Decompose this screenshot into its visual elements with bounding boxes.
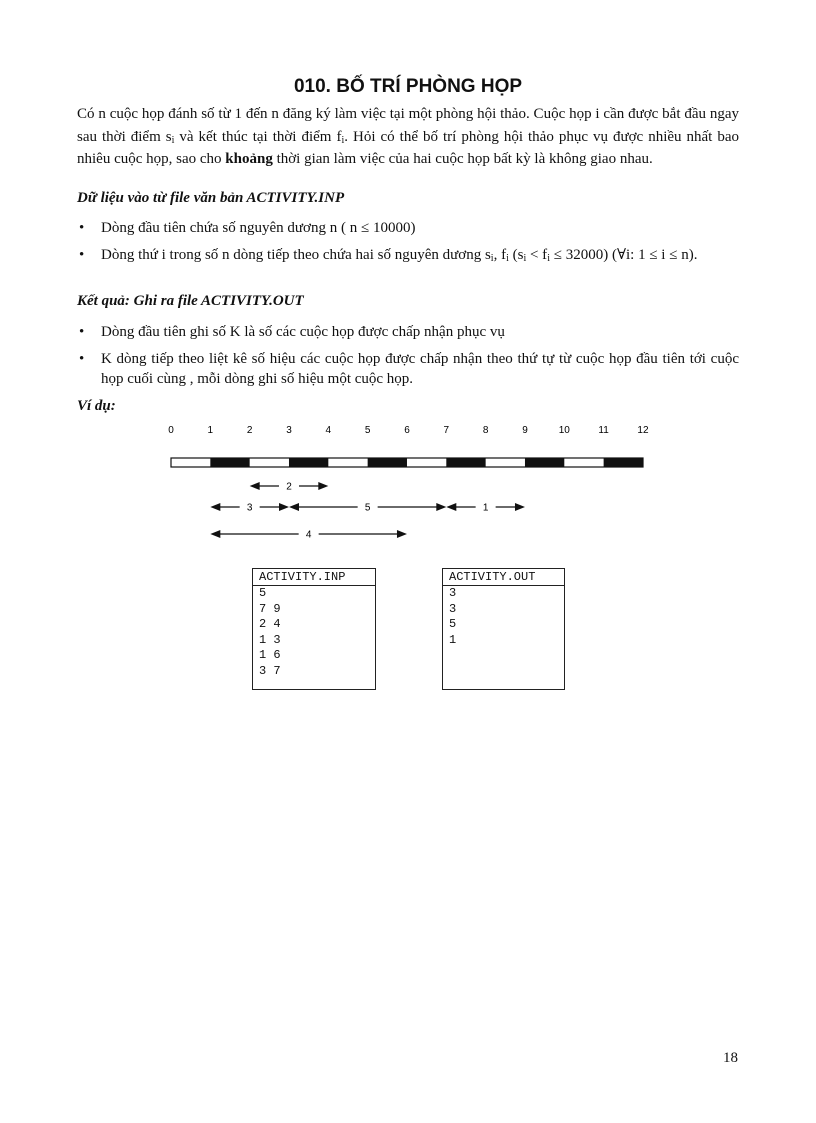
arrow-left-icon: [289, 503, 299, 511]
tick-label: 11: [598, 425, 609, 436]
file-line: 2 4: [259, 617, 281, 631]
arrow-right-icon: [515, 503, 525, 511]
output-item: • Dòng đầu tiên ghi số K là số các cuộc họp được chấp nhận phục vụ: [77, 322, 739, 342]
file-line: 5: [259, 586, 267, 600]
file-line: 3: [449, 586, 457, 600]
file-line: 5: [449, 617, 457, 631]
tick-label: 5: [364, 425, 371, 436]
tick-label: 10: [558, 425, 570, 436]
page-title: 010. BỐ TRÍ PHÒNG HỌP: [293, 76, 523, 97]
bold-word: khoảng: [225, 151, 273, 167]
item-text: ≤ 32000) (∀i: 1 ≤ i ≤ n).: [549, 247, 698, 263]
arrow-left-icon: [250, 482, 260, 490]
subscript: i: [171, 134, 175, 146]
interval-arrows: [210, 482, 525, 541]
output-heading: Kết quả: Ghi ra file ACTIVITY.OUT: [77, 293, 304, 309]
timeline-diagram: [0, 0, 816, 560]
subscript: i: [341, 134, 345, 146]
output-file-name: ACTIVITY.OUT: [443, 569, 564, 586]
input-heading: Dữ liệu vào từ file văn bản ACTIVITY.INP: [77, 190, 345, 206]
tick-label: 0: [168, 425, 174, 436]
statement-text: và kết thúc tại thời điểm f: [174, 128, 342, 145]
statement-text: Có n cuộc họp đánh số từ 1 đến n đăng ký làm việc tại một phòng hội thảo. Cuộc họp i cần được bắt đầu ngay sau thời điểm s: [77, 106, 739, 145]
output-item: • K dòng tiếp theo liệt kê số hiệu các cuộc họp được chấp nhận theo thứ tự từ cuộc họp đầu tiên tới cuộc họp cuối cùng , mỗi dòng ghi số hiệu một cuộc họp.: [77, 349, 739, 389]
file-line: 3 7: [259, 663, 281, 678]
timeline-segment-dark: [289, 458, 328, 467]
arrow-right-icon: [436, 503, 446, 511]
interval-3: [210, 503, 289, 514]
subscript: i: [523, 253, 527, 264]
page-number: 18: [723, 1050, 738, 1066]
arrow-right-icon: [318, 482, 328, 490]
item-text: < f: [526, 247, 548, 263]
input-item: • Dòng đầu tiên chứa số nguyên dương n ( n ≤ 10000): [77, 218, 739, 238]
timeline-segment-dark: [446, 458, 485, 467]
subscript: i: [490, 253, 494, 264]
example-heading: Ví dụ:: [77, 398, 116, 414]
statement-text: thời gian làm việc của hai cuộc họp bất kỳ là không giao nhau.: [272, 151, 653, 167]
timeline-segment-dark: [604, 458, 643, 467]
input-file-name: ACTIVITY.INP: [253, 569, 375, 586]
arrow-left-icon: [446, 503, 456, 511]
file-line: 1 6: [259, 648, 281, 662]
file-line: 3: [449, 601, 457, 616]
timeline-segment-dark: [368, 458, 407, 467]
interval-1: [446, 503, 525, 514]
arrow-left-icon: [210, 530, 220, 538]
interval-label: 4: [305, 529, 312, 541]
input-file-box: [252, 568, 376, 690]
arrow-left-icon: [210, 503, 220, 511]
interval-label: 5: [364, 502, 371, 514]
output-file-box: [442, 568, 565, 690]
subscript: i: [506, 253, 509, 264]
arrow-right-icon: [397, 530, 407, 538]
subscript: i: [547, 253, 550, 264]
output-file-lines: [443, 586, 564, 648]
tick-label: 4: [325, 425, 332, 436]
tick-label: 7: [443, 425, 450, 436]
timeline-segment-dark: [525, 458, 564, 467]
tick-label: 9: [522, 425, 528, 436]
item-text: Dòng thứ i trong số n dòng tiếp theo chứa hai số nguyên dương s: [101, 247, 491, 263]
item-text: , f: [493, 247, 507, 263]
interval-2: [250, 482, 329, 493]
interval-label: 3: [246, 502, 253, 514]
item-text: (s: [508, 247, 524, 263]
tick-label: 2: [246, 425, 253, 436]
interval-4: [210, 530, 407, 541]
arrow-right-icon: [279, 503, 289, 511]
file-line: 1 3: [259, 632, 281, 647]
tick-label: 1: [207, 425, 214, 436]
interval-label: 2: [286, 481, 292, 493]
interval-5: [289, 503, 446, 514]
tick-label: 6: [404, 425, 410, 436]
file-line: 7 9: [259, 601, 281, 616]
timeline-segment-dark: [210, 458, 249, 467]
tick-label: 3: [286, 425, 292, 436]
interval-label: 1: [482, 502, 489, 514]
input-file-lines: [253, 586, 375, 679]
tick-label: 12: [637, 425, 649, 436]
statement-text: . Hỏi có thể bố trí phòng hội thảo phục vụ được nhiều nhất bao nhiêu cuộc họp, sao cho: [77, 128, 740, 167]
tick-labels: [168, 425, 649, 436]
tick-label: 8: [482, 425, 489, 436]
file-line: 1: [449, 632, 457, 647]
